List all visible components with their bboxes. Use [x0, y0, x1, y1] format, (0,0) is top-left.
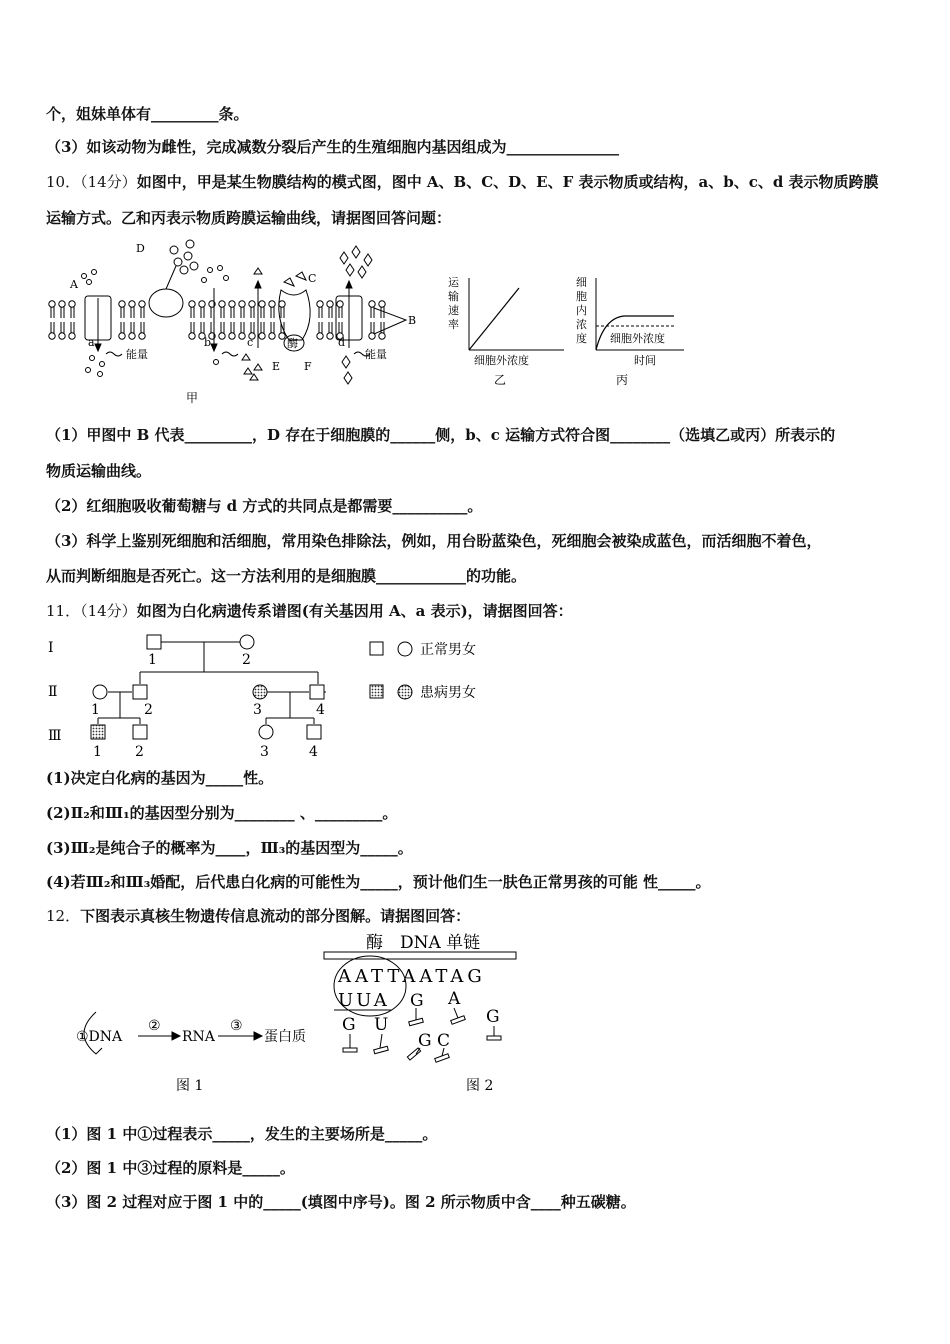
text-line: 个，姐妹单体有_________条。: [46, 105, 249, 123]
individual-number: 4: [309, 744, 318, 760]
text-line: （1）甲图中 B 代表_________，D 存在于细胞膜的______侧，b、c 运输方式符合图________（选填乙或丙）所表示的: [46, 426, 836, 444]
label-E: E: [272, 360, 281, 373]
label-D: D: [136, 242, 145, 255]
affected-female-II-3: [253, 685, 267, 699]
bing-ylabel: 度: [576, 332, 587, 345]
generation-label: Ⅱ: [48, 684, 58, 700]
yi-xlabel: 细胞外浓度: [474, 354, 529, 367]
label-a: a: [88, 336, 95, 349]
text-line: （2）红细胞吸收葡萄糖与 d 方式的共同点是都需要__________。: [46, 497, 483, 515]
yi-ylabel: 速: [448, 304, 459, 317]
flow-step-2: ②: [148, 1018, 161, 1034]
flow-rna: RNA: [182, 1029, 215, 1045]
question-number: 12．: [46, 907, 81, 925]
text-line: 从而判断细胞是否死亡。这一方法利用的是细胞膜____________的功能。: [46, 567, 527, 585]
individual-number: 3: [260, 744, 269, 760]
text-line: 物质运输曲线。: [46, 462, 152, 480]
text-line: (4)若Ⅲ₂和Ⅲ₃婚配，后代患白化病的可能性为_____，预计他们生一肤色正常男孩的可能 性_____。: [46, 873, 711, 891]
individual-number: 1: [148, 652, 157, 668]
text-line: （2）图 1 中③过程的原料是_____。: [46, 1159, 295, 1177]
text-line: 运输方式。乙和丙表示物质跨膜运输曲线，请据图回答问题：: [46, 209, 452, 227]
legend-normal-male: [370, 642, 383, 655]
caption-jia: 甲: [186, 391, 199, 405]
individual-number: 2: [242, 652, 251, 668]
label-b: b: [204, 336, 212, 349]
male-I-1: [147, 635, 161, 649]
text-line: （3）图 2 过程对应于图 1 中的_____(填图中序号)。图 2 所示物质中含____种五碳糖。: [46, 1193, 636, 1211]
text-line: (1)决定白化病的基因为_____性。: [46, 769, 274, 787]
dna-bases: AATTAATAG: [338, 966, 486, 987]
generation-label: Ⅲ: [48, 728, 62, 744]
free-nucleotide: G: [418, 1031, 432, 1051]
text-line: (2)Ⅱ₂和Ⅲ₁的基因型分别为________ 、_________。: [46, 804, 398, 822]
individual-number: 3: [253, 702, 262, 718]
flow-protein: 蛋白质: [264, 1029, 306, 1045]
bing-ylabel: 胞: [576, 290, 587, 303]
question-text: 下图表示真核生物遗传信息流动的部分图解。请据图回答：: [80, 907, 471, 925]
text-line: （3）如该动物为雌性，完成减数分裂后产生的生殖细胞内基因组成为_______________: [46, 138, 619, 156]
individual-number: 2: [135, 744, 144, 760]
individual-number: 1: [91, 702, 100, 718]
bing-ylabel: 浓: [576, 318, 587, 331]
legend-normal-female: [398, 642, 412, 656]
lipid-bilayer: [49, 301, 385, 339]
membrane-figure: [44, 238, 924, 410]
text-line: （1）图 1 中①过程表示_____，发生的主要场所是_____。: [46, 1125, 438, 1143]
rna-bases: UUA: [338, 990, 390, 1011]
label-d: d: [338, 336, 346, 349]
label-energy: 能量: [365, 348, 387, 361]
question-text: 如图中，甲是某生物膜结构的模式图，图中 A、B、C、D、E、F 表示物质或结构，a、b、c、d 表示物质跨膜: [136, 173, 879, 191]
dna-strand: [324, 952, 516, 959]
free-nucleotide: A: [448, 989, 461, 1009]
text-line: （3）科学上鉴别死细胞和活细胞，常用染色排除法，例如，用台盼蓝染色，死细胞会被染成蓝色，而活细胞不着色，: [46, 532, 822, 550]
question-text: 如图为白化病遗传系谱图(有关基因用 A、a 表示)，请据图回答：: [136, 602, 573, 620]
caption-yi: 乙: [494, 373, 507, 387]
question-number: 11．（14分）: [46, 602, 137, 620]
affected-male-III-1: [91, 725, 105, 739]
free-nucleotide: C: [437, 1031, 451, 1051]
caption-bing: 丙: [616, 373, 629, 387]
male-II-2: [133, 685, 147, 699]
male-III-4: [307, 725, 321, 739]
caption-fig1: 图 1: [176, 1078, 204, 1094]
question-12-stem: [46, 906, 470, 926]
legend-affected-female: [398, 685, 412, 699]
free-nucleotide: G: [342, 1015, 356, 1035]
label-c: c: [247, 336, 254, 349]
yi-ylabel: 率: [448, 318, 459, 331]
channel-protein: [279, 290, 310, 340]
yi-ylabel: 输: [448, 290, 459, 303]
question-10-stem: [46, 172, 879, 192]
individual-number: 2: [144, 702, 153, 718]
caption-fig2: 图 2: [466, 1078, 494, 1094]
transcription-figure: [70, 930, 540, 1098]
text-line: (3)Ⅲ₂是纯合子的概率为____，Ⅲ₃的基因型为_____。: [46, 839, 413, 857]
female-II-1: [93, 685, 107, 699]
free-nucleotide: G: [486, 1007, 500, 1027]
label-enzyme: 酶: [287, 337, 298, 350]
individual-number: 4: [316, 702, 325, 718]
bing-ylabel: 细: [576, 276, 587, 289]
bing-xlabel: 时间: [634, 354, 656, 367]
bing-ylabel: 内: [576, 304, 587, 317]
female-III-3: [259, 725, 273, 739]
yi-ylabel: 运: [448, 276, 459, 289]
generation-label: Ⅰ: [48, 640, 54, 656]
glycoprotein-D: [149, 289, 183, 317]
question-11-stem: [46, 601, 573, 621]
bing-inner-label: 细胞外浓度: [610, 332, 665, 345]
flow-dna: ①DNA: [76, 1029, 123, 1045]
enzyme-dna-label: 酶 DNA 单链: [366, 933, 481, 953]
label-energy: 能量: [126, 348, 148, 361]
label-C: C: [308, 272, 317, 285]
free-nucleotide: G: [410, 991, 424, 1011]
legend-label: 患病男女: [420, 685, 476, 701]
label-B: B: [408, 314, 417, 327]
individual-number: 1: [93, 744, 102, 760]
legend-affected-male: [370, 685, 383, 698]
legend-label: 正常男女: [420, 642, 476, 658]
male-II-4: [310, 685, 324, 699]
female-I-2: [240, 635, 254, 649]
male-III-2: [133, 725, 147, 739]
label-F: F: [304, 360, 312, 373]
free-nucleotide: U: [374, 1015, 389, 1035]
question-number: 10．（14分）: [46, 173, 137, 191]
label-A: A: [70, 278, 78, 291]
pedigree-figure: [44, 628, 524, 764]
flow-step-3: ③: [230, 1018, 243, 1034]
